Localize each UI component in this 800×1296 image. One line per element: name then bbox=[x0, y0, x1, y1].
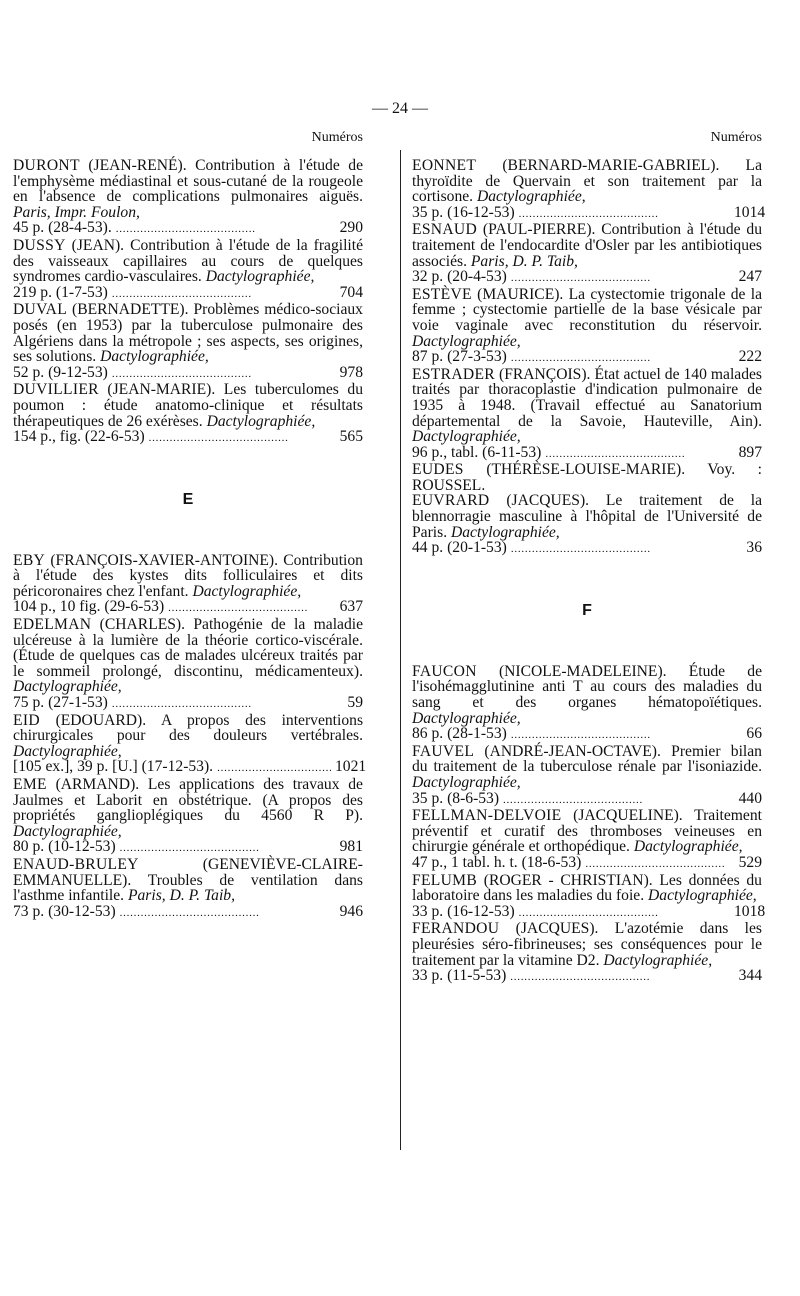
bibliography-entry bbox=[412, 808, 762, 872]
entry-detail: 47 p., 1 tabl. h. t. (18-6-53) bbox=[412, 853, 582, 871]
entry-publisher: Dactylographiée, bbox=[13, 822, 122, 840]
dot-leader bbox=[519, 904, 730, 922]
entry-title: La cystectomie trigonale de la femme ; cystectomie partielle de la base vésicale par voie vaginale avec reconstitution du réservoir. bbox=[412, 285, 762, 334]
entry-title: Les données du laboratoire dans les maladies du foie. bbox=[412, 871, 762, 905]
dot-leader bbox=[511, 269, 730, 287]
entry-title: Premier bilan du traitement de la tuberculose rénale par l'isoniazide. bbox=[412, 742, 762, 776]
entry-publisher: Dactylographiée, bbox=[603, 951, 713, 969]
entry-author: DURONT bbox=[13, 157, 80, 174]
dot-leader bbox=[511, 726, 730, 744]
entry-number: 344 bbox=[738, 967, 762, 985]
entry-detail: 73 p. (30-12-53) bbox=[13, 902, 116, 920]
entry-detail: 80 p. (10-12-53) bbox=[13, 838, 116, 856]
bibliography-entry bbox=[412, 871, 766, 922]
dot-leader bbox=[112, 285, 331, 303]
bibliography-entry bbox=[412, 921, 762, 985]
entry-publisher: Dactylographiée, bbox=[412, 774, 521, 791]
right-entries-f bbox=[412, 662, 766, 986]
entry-number: 565 bbox=[339, 428, 363, 446]
entry-number: 637 bbox=[339, 598, 363, 616]
entry-title: Voy. : ROUSSEL. bbox=[412, 461, 763, 494]
entry-given-name: (JACQUELINE). bbox=[573, 807, 683, 825]
entry-author: DUSSY bbox=[13, 236, 66, 254]
entry-author: FERANDOU bbox=[412, 920, 500, 938]
entry-author: FAUCON bbox=[412, 662, 477, 680]
entry-number: 704 bbox=[339, 283, 363, 301]
entry-author: ESTÈVE bbox=[412, 285, 472, 303]
entry-given-name: (EDOUARD). bbox=[55, 711, 147, 729]
entry-detail: 219 p. (1-7-53) bbox=[13, 283, 108, 301]
entry-given-name: (ANDRÉ-JEAN-OCTAVE). bbox=[484, 742, 661, 760]
entry-number: 59 bbox=[347, 694, 363, 712]
entry-number: 981 bbox=[339, 838, 363, 856]
entry-author: EME bbox=[13, 776, 47, 793]
entry-given-name: (GENEVIÈVE-CLAIRE-EMMANUELLE). bbox=[13, 855, 363, 889]
column-divider bbox=[400, 150, 401, 1150]
entry-detail: 75 p. (27-1-53) bbox=[13, 694, 108, 712]
entry-detail: 44 p. (20-1-53) bbox=[412, 539, 507, 557]
entry-publisher: Dactylographiée, bbox=[476, 188, 586, 206]
entry-detail: 104 p., 10 fig. (29-6-53) bbox=[13, 598, 165, 616]
entry-publisher: Dactylographiée, bbox=[633, 838, 743, 856]
entry-detail: 35 p. (16-12-53) bbox=[412, 203, 515, 221]
entry-detail: [105 ex.], 39 p. [U.] (17-12-53). bbox=[13, 758, 214, 776]
entry-title: Traitement préventif et curatif des thromboses veineuses en chirurgie générale et orthopédique. bbox=[412, 807, 762, 856]
entry-detail: 52 p. (9-12-53) bbox=[13, 363, 108, 381]
bibliography-entry bbox=[13, 857, 363, 921]
entry-author: EUVRARD bbox=[412, 492, 490, 510]
entry-given-name: (FRANÇOIS-XAVIER-ANTOINE). bbox=[50, 551, 279, 569]
entry-author: FELLMAN-DELVOIE bbox=[412, 807, 562, 825]
entry-publisher: Paris, Impr. Foulon, bbox=[13, 203, 140, 221]
left-column bbox=[13, 130, 367, 921]
entry-title: Le traitement de la blennorragie masculine à l'hôpital de l'Université de Paris. bbox=[412, 492, 762, 541]
dot-leader bbox=[519, 205, 730, 223]
entry-title: L'azotémie dans les pleurésies séro-fibrineuses; ses conséquences pour le traitement par la vitamine D2. bbox=[412, 920, 762, 969]
entry-author: EUDES bbox=[412, 461, 464, 479]
entry-given-name: (JACQUES). bbox=[506, 492, 590, 510]
dot-leader bbox=[112, 365, 331, 383]
entry-publisher: Dactylographiée, bbox=[205, 268, 315, 286]
entry-publisher: Dactylographiée, bbox=[206, 412, 316, 430]
entry-detail: 87 p. (27-3-53) bbox=[412, 348, 507, 366]
bibliography-entry bbox=[13, 617, 363, 713]
entry-author: FAUVEL bbox=[412, 742, 475, 760]
entry-title: Contribution à l'étude du traitement de l'endocardite d'Osler par les antibiotiques associés. bbox=[412, 221, 763, 270]
entry-publisher: Dactylographiée, bbox=[648, 887, 757, 905]
entry-title: Problèmes médico-sociaux posés (en 1953) par la tuberculose pulmonaire des Algériens dans la métropole ; ses aspects, ses origines, ses solutions. bbox=[13, 301, 363, 366]
entry-given-name: (JEAN-MARIE). bbox=[107, 381, 216, 399]
entry-given-name: (THÉRÈSE-LOUISE-MARIE). bbox=[486, 461, 686, 479]
bibliography-entry bbox=[13, 158, 363, 238]
entry-given-name: (NICOLE-MADELEINE). bbox=[498, 662, 667, 680]
entry-number: 66 bbox=[746, 725, 762, 743]
entry-publisher: Dactylographiée, bbox=[412, 332, 521, 350]
dot-leader bbox=[545, 445, 730, 463]
left-entries-d bbox=[13, 158, 363, 447]
bibliography-entry bbox=[412, 222, 762, 286]
dot-leader bbox=[585, 855, 730, 873]
entry-title: Contribution à l'étude de l'emphysème médiastinal et sous-cutané de la rougeole en l'absence de complications pulmonaires aiguës. bbox=[13, 157, 363, 206]
dot-leader bbox=[116, 220, 331, 238]
bibliography-entry bbox=[412, 664, 762, 744]
entry-detail: 45 p. (28-4-53). bbox=[13, 219, 112, 237]
entry-author: ESTRADER bbox=[412, 365, 495, 383]
page-number: — 24 — bbox=[372, 100, 428, 117]
bibliography-entry bbox=[412, 744, 762, 808]
bibliography-entry bbox=[13, 238, 363, 302]
entry-number: 440 bbox=[738, 789, 762, 807]
section-letter-f: F bbox=[582, 601, 592, 619]
entry-author: DUVAL bbox=[13, 301, 68, 319]
entry-title: A propos des interventions chirurgicales pour des douleurs vertébrales. bbox=[13, 711, 364, 745]
entry-number: 1014 bbox=[734, 203, 766, 221]
entry-title: Pathogénie de la maladie ulcéreuse à la lumière de la théorie cortico-viscérale. (Étude de quelques cas de malades ulcéreux traités par le sommeil prolongé, discontinu, médicamenteux). bbox=[13, 616, 363, 680]
entry-author: EONNET bbox=[412, 157, 477, 174]
dot-leader bbox=[510, 968, 730, 986]
entry-author: ESNAUD bbox=[412, 221, 478, 239]
entry-publisher: Paris, D. P. Taib, bbox=[470, 252, 578, 270]
dot-leader bbox=[149, 429, 331, 447]
entry-number: 247 bbox=[738, 268, 762, 286]
entry-number: 1021 bbox=[335, 758, 367, 776]
entry-given-name: (ARMAND). bbox=[55, 776, 140, 793]
entry-author: ENAUD-BRULEY bbox=[13, 855, 139, 873]
column-header-numeros: Numéros bbox=[710, 130, 762, 145]
bibliography-entry bbox=[412, 462, 762, 493]
dot-leader bbox=[120, 839, 331, 857]
entry-publisher: Dactylographiée, bbox=[412, 709, 521, 727]
entry-publisher: Dactylographiée, bbox=[451, 523, 560, 541]
entry-publisher: Dactylographiée, bbox=[192, 582, 302, 600]
entry-given-name: (MAURICE). bbox=[477, 285, 564, 303]
bibliography-entry bbox=[412, 367, 762, 463]
entry-given-name: (ROGER - CHRISTIAN). bbox=[483, 871, 653, 889]
entry-title: Les applications des travaux de Jaulmes et Laborit en obstétrique. (A propos des propriétés ganglioplégiques du 4560 R P). bbox=[13, 776, 363, 825]
column-header-numeros: Numéros bbox=[311, 130, 363, 145]
entry-detail: 154 p., fig. (22-6-53) bbox=[13, 428, 145, 446]
entry-number: 946 bbox=[339, 902, 363, 920]
entry-title: La thyroïdite de Quervain et son traitement par la cortisone. bbox=[412, 157, 762, 206]
entry-given-name: (PAUL-PIERRE). bbox=[482, 221, 596, 239]
bibliography-entry bbox=[412, 157, 766, 222]
entry-given-name: (BERNARD-MARIE-GABRIEL). bbox=[502, 157, 720, 174]
bibliography-entry bbox=[13, 302, 363, 382]
entry-detail: 33 p. (16-12-53) bbox=[412, 902, 515, 920]
entry-publisher: Paris, D. P. Taib, bbox=[127, 887, 236, 905]
entry-author: DUVILLIER bbox=[13, 381, 99, 399]
bibliography-entry bbox=[13, 382, 363, 446]
entry-given-name: (CHARLES). bbox=[99, 616, 186, 634]
entry-number: 529 bbox=[738, 853, 762, 871]
entry-number: 897 bbox=[738, 443, 762, 461]
entry-detail: 35 p. (8-6-53) bbox=[412, 789, 500, 807]
entry-publisher: Dactylographiée, bbox=[100, 348, 209, 366]
entry-given-name: (JACQUES). bbox=[515, 920, 599, 938]
entry-number: 222 bbox=[738, 348, 762, 366]
entry-publisher: Dactylographiée, bbox=[13, 678, 122, 696]
entry-title: Étude de l'isohémagglutinine anti T au cours des maladies du sang et des organes hématopoïétiques. bbox=[412, 662, 762, 712]
bibliography-entry bbox=[412, 493, 762, 557]
entry-given-name: (FRANÇOIS). bbox=[499, 365, 591, 383]
dot-leader bbox=[217, 759, 331, 777]
entry-number: 1018 bbox=[734, 902, 766, 920]
bibliography-entry bbox=[13, 711, 367, 777]
entry-author: EID bbox=[13, 711, 40, 729]
entry-title: Contribution à l'étude de la fragilité des vaisseaux capillaires au cours de quelques syndromes cardio-vasculaires. bbox=[13, 236, 363, 286]
entry-detail: 32 p. (20-4-53) bbox=[412, 268, 507, 286]
dot-leader bbox=[511, 349, 730, 367]
right-entries-e bbox=[412, 157, 766, 558]
dot-leader bbox=[503, 791, 730, 809]
entry-given-name: (JEAN). bbox=[71, 236, 125, 254]
bibliography-entry bbox=[13, 553, 363, 617]
dot-leader bbox=[511, 540, 730, 558]
dot-leader bbox=[120, 904, 331, 922]
dot-leader bbox=[168, 599, 331, 617]
entry-given-name: (JEAN-RENÉ). bbox=[88, 157, 187, 174]
left-entries-e bbox=[13, 551, 367, 922]
entry-number: 290 bbox=[339, 219, 363, 237]
entry-title: État actuel de 140 malades traités par thoracoplastie d'indication pulmonaire de 1935 à 1948. (Travail effectué au Sanatorium départemental de la Savoie, Hauteville, Ain). bbox=[412, 365, 762, 430]
entry-author: FELUMB bbox=[412, 871, 478, 889]
entry-number: 978 bbox=[339, 363, 363, 381]
entry-title: Troubles de ventilation dans l'asthme infantile. bbox=[13, 871, 363, 905]
entry-title: Contribution à l'étude des kystes dits folliculaires et dits péricoronaires chez l'enfant. bbox=[13, 551, 363, 600]
entry-title: Les tuberculomes du poumon : étude anatomo-clinique et résultats thérapeutiques de 26 exérèses. bbox=[13, 381, 363, 430]
entry-author: EDELMAN bbox=[13, 616, 92, 634]
bibliography-entry bbox=[13, 777, 363, 857]
entry-detail: 96 p., tabl. (6-11-53) bbox=[412, 443, 542, 461]
right-column bbox=[412, 130, 766, 986]
entry-detail: 86 p. (28-1-53) bbox=[412, 725, 507, 743]
entry-detail: 33 p. (11-5-53) bbox=[412, 967, 507, 985]
entry-publisher: Dactylographiée, bbox=[412, 428, 521, 446]
entry-number: 36 bbox=[746, 539, 762, 557]
section-letter-e: E bbox=[182, 490, 194, 508]
bibliography-entry bbox=[412, 287, 762, 367]
dot-leader bbox=[112, 695, 331, 713]
entry-author: EBY bbox=[13, 551, 46, 569]
entry-given-name: (BERNADETTE). bbox=[72, 301, 189, 319]
entry-publisher: Dactylographiée, bbox=[13, 742, 122, 760]
